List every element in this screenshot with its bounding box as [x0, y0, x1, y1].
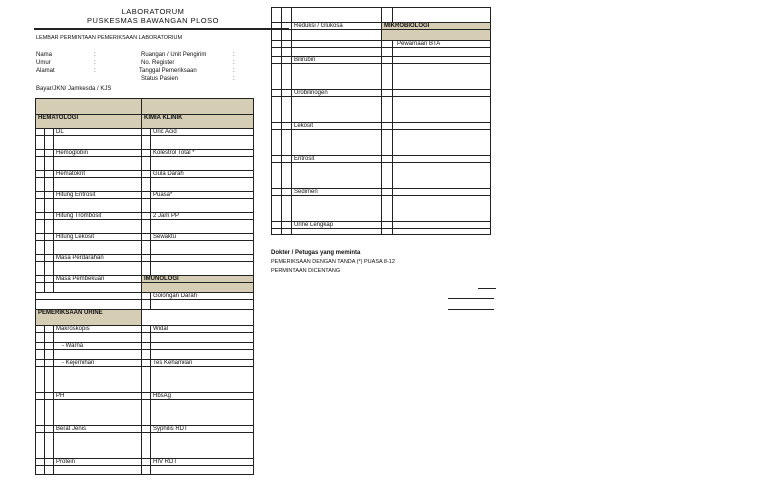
test-masa-perdarahan: Masa Perdarahan — [54, 255, 142, 262]
test-lekosit-urine: Lekosit — [292, 123, 382, 130]
test-syphilis: Syphilis RDT — [151, 426, 254, 433]
section-urine: PEMERIKSAAN URINE — [36, 310, 142, 326]
checkbox[interactable] — [142, 213, 151, 220]
form-title: LEMBAR PERMINTAAN PEMERIKSAAN LABORATORIUM — [36, 35, 183, 41]
urine-item: - Warna — [54, 343, 142, 350]
note-puasa: PEMERIKSAAN DENGAN TANDA (*) PUASA 8-12 — [271, 259, 395, 265]
test-hematokrit: Hematokrit — [54, 171, 142, 178]
test-urobilinogen: Urobilinogen — [292, 90, 382, 97]
lab-title: LABORATORUM — [121, 7, 185, 16]
urine-item: Protein — [54, 459, 142, 466]
test-kolestrol: Kolestrol Total * — [151, 150, 254, 157]
test-urine-lengkap: Urine Lengkap — [292, 222, 382, 229]
left-lab-table — [35, 98, 254, 475]
checkbox[interactable] — [45, 426, 54, 433]
checkbox[interactable] — [282, 156, 292, 163]
checkbox[interactable] — [45, 326, 54, 333]
note-centang: PERMINTAAN DICENTANG — [271, 268, 341, 274]
urine-item: Makroskopis — [54, 326, 142, 333]
checkbox[interactable] — [282, 189, 292, 196]
test-uric-acid: Uric Acid — [151, 129, 254, 136]
checkbox[interactable] — [282, 57, 292, 64]
signature-line — [478, 288, 496, 289]
checkbox[interactable] — [142, 360, 151, 367]
dokter-label: Dokter / Petugas yang meminta — [271, 250, 361, 256]
section-imunologi: IMUNOLOGI — [142, 276, 254, 283]
checkbox[interactable] — [45, 393, 54, 400]
field-status: Status Pasien — [141, 76, 179, 82]
checkbox[interactable] — [142, 234, 151, 241]
colon-nama: : — [94, 52, 96, 58]
test-bilirubin: Bilirubin — [292, 57, 382, 64]
colon-alamat: : — [94, 68, 96, 74]
section-mikrobiologi: MIKROBIOLOGI — [382, 23, 491, 30]
test-hbsag: HbsAg — [151, 393, 254, 400]
field-bayar: Bayar/JKN/ Jamkesda / KJS — [36, 86, 112, 92]
checkbox[interactable] — [45, 234, 54, 241]
test-trombosit: Hitung Trombosit — [54, 213, 142, 220]
test-2jam-pp: 2 Jam PP — [151, 213, 254, 220]
test-bta: Pewarnaan BTA — [393, 41, 491, 48]
colon-register: : — [233, 60, 235, 66]
test-kehamilan: Tes Kehamilan — [151, 360, 254, 367]
test-widal: Widal — [151, 326, 254, 333]
field-no-register: No. Register — [141, 60, 175, 66]
checkbox[interactable] — [45, 129, 54, 136]
field-umur: Umur — [36, 60, 51, 66]
checkbox[interactable] — [382, 41, 393, 48]
checkbox[interactable] — [45, 459, 54, 466]
checkbox[interactable] — [282, 90, 292, 97]
field-ruangan: Ruangan / Unit Pengirim — [141, 52, 207, 58]
section-kimia-klinik: KIMIA KLINIK — [142, 115, 254, 129]
checkbox[interactable] — [142, 326, 151, 333]
test-sewaktu: Sewaktu — [151, 234, 254, 241]
test-eritrosit: Hitung Eritrosit — [54, 192, 142, 199]
signature-line — [448, 309, 494, 310]
checkbox[interactable] — [45, 255, 54, 262]
signature-line — [448, 298, 494, 299]
urine-item: Berat Jenis — [54, 426, 142, 433]
right-lab-table — [271, 7, 491, 235]
field-alamat: Alamat — [36, 68, 55, 74]
colon-status: : — [233, 76, 235, 82]
urine-item: PH — [54, 393, 142, 400]
checkbox[interactable] — [45, 171, 54, 178]
colon-tanggal: : — [233, 68, 235, 74]
colon-umur: : — [94, 60, 96, 66]
checkbox[interactable] — [45, 276, 54, 283]
test-reduksi: Reduksi / Glukosa — [292, 23, 382, 30]
checkbox[interactable] — [142, 192, 151, 199]
field-nama: Nama — [36, 52, 53, 58]
checkbox[interactable] — [142, 129, 151, 136]
checkbox[interactable] — [45, 192, 54, 199]
checkbox[interactable] — [45, 213, 54, 220]
urine-item: - Kejernihan — [54, 360, 142, 367]
test-sedimen: Sedimen — [292, 189, 382, 196]
checkbox[interactable] — [45, 150, 54, 157]
section-hematologi: HEMATOLOGI — [36, 115, 142, 129]
field-tanggal: Tanggal Pemeriksaan — [139, 68, 197, 74]
puskesmas-title: PUSKESMAS BAWANGAN PLOSO — [87, 16, 219, 25]
test-eritrosit-urine: Eritrosit — [292, 156, 382, 163]
checkbox[interactable] — [282, 222, 292, 229]
test-masa-pembekuan: Masa Pembekuan — [54, 276, 142, 283]
test-gula-darah: Gula Darah — [151, 171, 254, 178]
test-dl: DL — [54, 129, 142, 136]
checkbox[interactable] — [282, 23, 292, 30]
checkbox[interactable] — [142, 426, 151, 433]
checkbox[interactable] — [142, 171, 151, 178]
checkbox[interactable] — [142, 393, 151, 400]
checkbox[interactable] — [282, 123, 292, 130]
test-golongan-darah: Golongan Darah — [151, 293, 254, 300]
test-hiv: HIV RDT — [151, 459, 254, 466]
test-lekosit: Hitung Lekosit — [54, 234, 142, 241]
test-puasa: Puasa* — [151, 192, 254, 199]
checkbox[interactable] — [142, 293, 151, 300]
test-hemoglobin: Hemoglobin — [54, 150, 142, 157]
header-divider — [34, 28, 289, 30]
colon-ruangan: : — [233, 52, 235, 58]
checkbox[interactable] — [142, 150, 151, 157]
checkbox[interactable] — [142, 459, 151, 466]
